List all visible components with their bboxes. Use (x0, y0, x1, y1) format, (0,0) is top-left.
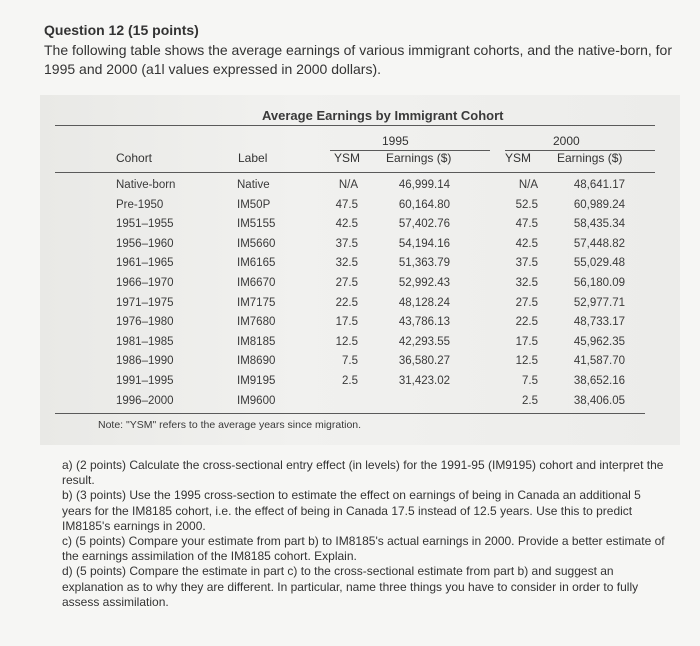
earnings-1995-cell: 54,194.16 (398, 237, 450, 250)
header-earnings-1995: Earnings ($) (386, 151, 452, 165)
ysm-2000-cell: 17.5 (515, 335, 538, 348)
ysm-1995-cell: 47.5 (335, 198, 358, 211)
label-cell: IM50P (237, 198, 271, 211)
earnings-1995-cell: 48,128.24 (398, 296, 450, 309)
earnings-1995-cell: 52,992.43 (398, 277, 450, 289)
label-cell: IM6165 (237, 257, 276, 270)
header-ysm-2000: YSM (505, 151, 532, 165)
cohort-cell: 1961–1965 (116, 257, 174, 270)
ysm-2000-cell: 32.5 (515, 277, 538, 289)
ysm-2000-cell: 22.5 (515, 316, 538, 329)
table-top-rule (55, 125, 655, 126)
ysm-2000-cell: 47.5 (515, 218, 538, 231)
part-a: a) (2 points) Calculate the cross-sectional entry effect (in levels) for the 1991-95 (IM9195) cohort and interpret the result. (62, 458, 664, 488)
cohort-cell: 1956–1960 (116, 237, 174, 250)
label-cell: IM8690 (237, 355, 276, 368)
earnings-2000-cell: 48,733.17 (573, 316, 625, 329)
cohort-cell: 1996–2000 (116, 394, 174, 407)
part-b: b) (3 points) Use the 1995 cross-section to estimate the effect on earnings of being in Canada an additional 5 years for the IM8185 cohort, i.e. the effect of being in Canada 17.5 instead of 12.5 years. Use this to predict IM8185's earnings in 2000. (62, 488, 641, 533)
ysm-2000-cell: 7.5 (522, 375, 538, 387)
header-ysm-1995: YSM (334, 151, 361, 165)
earnings-2000-cell: 57,448.82 (573, 237, 625, 250)
ysm-1995-cell: N/A (338, 179, 358, 191)
label-cell: IM6670 (237, 277, 276, 289)
earnings-2000-cell: 52,977.71 (573, 296, 625, 309)
cohort-cell: Pre-1950 (116, 198, 164, 211)
table-photo (40, 95, 680, 445)
earnings-1995-cell: 57,402.76 (398, 218, 450, 231)
cohort-cell: 1991–1995 (116, 375, 174, 387)
cohort-cell: 1976–1980 (116, 316, 174, 329)
table-title: Average Earnings by Immigrant Cohort (262, 108, 504, 123)
earnings-2000-cell: 48,641.17 (573, 179, 625, 191)
cohort-cell: 1986–1990 (116, 355, 174, 368)
year-2000-heading: 2000 (553, 134, 580, 148)
label-cell: Native (237, 179, 270, 191)
part-c: c) (5 points) Compare your estimate from part b) to IM8185's actual earnings in 2000. Provide a better estimate of the earnings assimilation of the IM8185 cohort. Explain. (62, 534, 665, 564)
ysm-1995-cell: 12.5 (335, 335, 358, 348)
earnings-2000-cell: 55,029.48 (573, 257, 625, 270)
earnings-1995-cell: 42,293.55 (398, 335, 450, 348)
label-cell: IM8185 (237, 335, 276, 348)
earnings-2000-cell: 58,435.34 (573, 218, 625, 231)
label-cell: IM5660 (237, 237, 276, 250)
earnings-1995-cell: 60,164.80 (398, 198, 450, 211)
table-bottom-rule (55, 413, 645, 414)
ysm-1995-cell: 17.5 (335, 316, 358, 329)
table-header-rule (55, 172, 655, 173)
earnings-1995-cell: 51,363.79 (398, 257, 450, 270)
cohort-cell: 1971–1975 (116, 296, 174, 309)
question-parts (62, 458, 672, 610)
ysm-2000-cell: 2.5 (522, 394, 538, 407)
header-label: Label (238, 151, 268, 165)
ysm-1995-cell: 2.5 (342, 375, 358, 387)
label-cell: IM5155 (237, 218, 276, 231)
earnings-2000-cell: 41,587.70 (573, 355, 625, 368)
ysm-1995-cell: 7.5 (342, 355, 358, 368)
earnings-2000-cell: 38,652.16 (573, 375, 625, 387)
ysm-1995-cell: 22.5 (335, 296, 358, 309)
earnings-2000-cell: 45,962.35 (573, 335, 625, 348)
earnings-1995-cell: 43,786.13 (398, 316, 450, 329)
earnings-1995-cell: 46,999.14 (398, 179, 450, 191)
earnings-1995-cell: 36,580.27 (398, 355, 450, 368)
year-1995-heading: 1995 (382, 134, 409, 148)
ysm-2000-cell: 12.5 (515, 355, 538, 368)
label-cell: IM9600 (237, 394, 276, 407)
ysm-2000-cell: 27.5 (515, 296, 538, 309)
cohort-cell: 1966–1970 (116, 277, 174, 289)
part-d: d) (5 points) Compare the estimate in part c) to the cross-sectional estimate from part b) and suggest an explanation as to why they are different. In particular, name three things you have to consider in order to fully assess assimilation. (62, 564, 639, 609)
earnings-1995-cell: 31,423.02 (398, 375, 450, 387)
cohort-cell: 1981–1985 (116, 335, 174, 348)
ysm-2000-cell: 52.5 (515, 198, 538, 211)
header-cohort: Cohort (116, 151, 153, 165)
ysm-2000-cell: 37.5 (515, 257, 538, 270)
earnings-2000-cell: 38,406.05 (573, 394, 625, 407)
label-cell: IM7680 (237, 316, 276, 329)
label-cell: IM7175 (237, 296, 276, 309)
earnings-2000-cell: 60,989.24 (573, 198, 625, 211)
header-earnings-2000: Earnings ($) (557, 151, 623, 165)
question-title: Question 12 (15 points) (44, 22, 199, 38)
ysm-1995-cell: 37.5 (335, 237, 358, 250)
ysm-2000-cell: N/A (518, 179, 538, 191)
label-cell: IM9195 (237, 375, 276, 387)
ysm-1995-cell: 32.5 (335, 257, 358, 270)
cohort-cell: 1951–1955 (116, 218, 174, 231)
ysm-1995-cell: 42.5 (335, 218, 358, 231)
ysm-2000-cell: 42.5 (515, 237, 538, 250)
cohort-cell: Native-born (116, 179, 176, 191)
table-note: Note: "YSM" refers to the average years since migration. (98, 419, 362, 431)
earnings-2000-cell: 56,180.09 (573, 277, 625, 289)
ysm-1995-cell: 27.5 (335, 277, 358, 289)
question-intro: The following table shows the average earnings of various immigrant cohorts, and the native-born, for 1995 and 2000 (a1l values expressed in 2000 dollars). (44, 42, 673, 77)
